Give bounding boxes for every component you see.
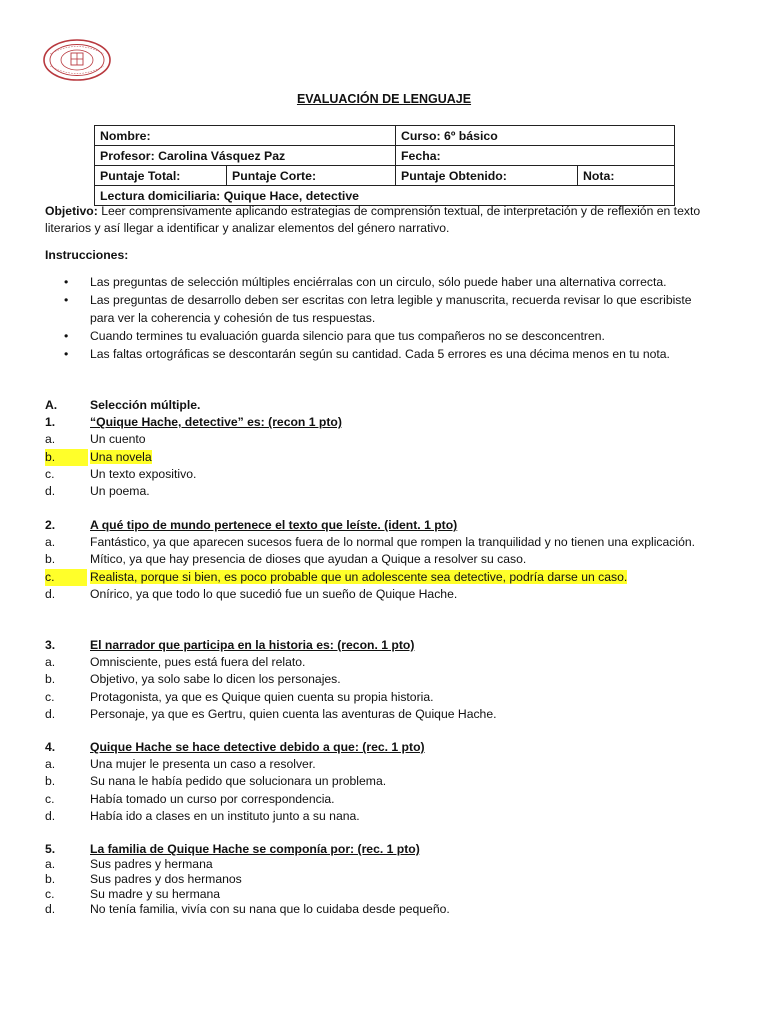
option-c[interactable]: c. Protagonista, ya que es Quique quien cuenta su propia historia. [45,689,434,704]
date-cell: Fecha: [396,146,675,166]
instruction-item: • Las faltas ortográficas se descontarán según su cantidad. Cada 5 errores es una décima menos en tu nota. [45,346,713,363]
option-d[interactable]: d. No tenía familia, vivía con su nana que lo cuidaba desde pequeño. [45,902,450,916]
instruction-item: • Las preguntas de selección múltiples enciérralas con un circulo, sólo puede haber una alternativa correcta. [45,274,713,291]
bullet: • [64,293,69,308]
question-title: 3. El narrador que participa en la historia es: (recon. 1 pto) [45,638,415,652]
school-logo [42,38,112,82]
question-2 [45,517,725,603]
question-4 [45,739,725,825]
option-b[interactable]: b. Sus padres y dos hermanos [45,872,242,886]
option-a[interactable]: a. Una mujer le presenta un caso a resolver. [45,757,316,772]
option-b-highlighted[interactable]: b. Una novela [45,449,725,466]
question-title: 1. “Quique Hache, detective” es: (recon 1 pto) [45,415,342,430]
option-c[interactable]: c. Su madre y su hermana [45,887,221,901]
instruction-item: • Las preguntas de desarrollo deben ser escritas con letra legible y manuscrita, recuerda revisar lo que escribiste para ver la coherencia y cohesión de tus respuestas. [64,293,692,325]
cut-score-cell: Puntaje Corte: [227,166,396,186]
option-d[interactable]: d. Personaje, ya que es Gertru, quien cuenta las aventuras de Quique Hache. [45,706,497,721]
option-c[interactable]: c. Un texto expositivo. [45,466,197,481]
bullet: • [64,275,69,289]
instructions-heading: Instrucciones: [45,248,129,262]
question-3 [45,637,725,723]
student-info-table [94,125,675,206]
option-b[interactable]: b. Su nana le había pedido que solucionara un problema. [45,774,387,789]
objective-label: Objetivo: [45,204,98,218]
total-score-cell: Puntaje Total: [95,166,227,186]
option-a[interactable]: a. Sus padres y hermana [45,857,213,871]
name-cell: Nombre: [95,126,396,146]
option-b[interactable]: b. Objetivo, ya solo sabe lo dicen los personajes. [45,672,341,687]
instructions-list [45,274,713,364]
obtained-score-cell: Puntaje Obtenido: [396,166,578,186]
bullet: • [64,347,69,362]
course-cell: Curso: 6º básico [396,126,675,146]
question-5 [45,842,725,917]
option-d[interactable]: d. Había ido a clases en un instituto junto a su nana. [45,808,360,823]
option-c-highlighted[interactable]: c. Realista, porque si bien, es poco probable que un adolescente sea detective, podría darse un caso. [45,569,725,586]
objective [45,203,715,238]
option-b[interactable]: b. Mítico, ya que hay presencia de dioses que ayudan a Quique a resolver su caso. [45,552,527,567]
teacher-cell: Profesor: Carolina Vásquez Paz [95,146,396,166]
grade-cell: Nota: [578,166,675,186]
option-d[interactable]: d. Un poema. [45,484,150,499]
question-title: 4. Quique Hache se hace detective debido a que: (rec. 1 pto) [45,740,425,754]
option-a[interactable]: a. Omnisciente, pues está fuera del relato. [45,655,306,670]
option-c[interactable]: c. Había tomado un curso por correspondencia. [45,791,335,806]
question-title: 5. La familia de Quique Hache se componía por: (rec. 1 pto) [45,842,420,856]
instruction-item: • Cuando termines tu evaluación guarda silencio para que tus compañeros no se desconcentren. [45,328,713,345]
reading-cell: Lectura domiciliaria: Quique Hace, detective [95,186,675,206]
question-1 [45,397,725,500]
option-a[interactable]: a. Fantástico, ya que aparecen sucesos fuera de lo normal que rompen la tranquilidad y no tienen una explicación. [45,535,696,550]
bullet: • [64,328,69,343]
option-a[interactable]: a. Un cuento [45,432,146,447]
question-title: 2. A qué tipo de mundo pertenece el texto que leíste. (ident. 1 pto) [45,518,458,532]
page-title: EVALUACIÓN DE LENGUAJE [296,92,472,106]
objective-text: Leer comprensivamente aplicando estrategias de comprensión textual, de interpretación y de reflexión en texto literarios y así llegar a identificar y analizar elementos del género narrativo. [45,204,701,236]
option-d[interactable]: d. Onírico, ya que todo lo que sucedió fue un sueño de Quique Hache. [45,586,458,601]
section-heading: A. Selección múltiple. [45,398,201,412]
